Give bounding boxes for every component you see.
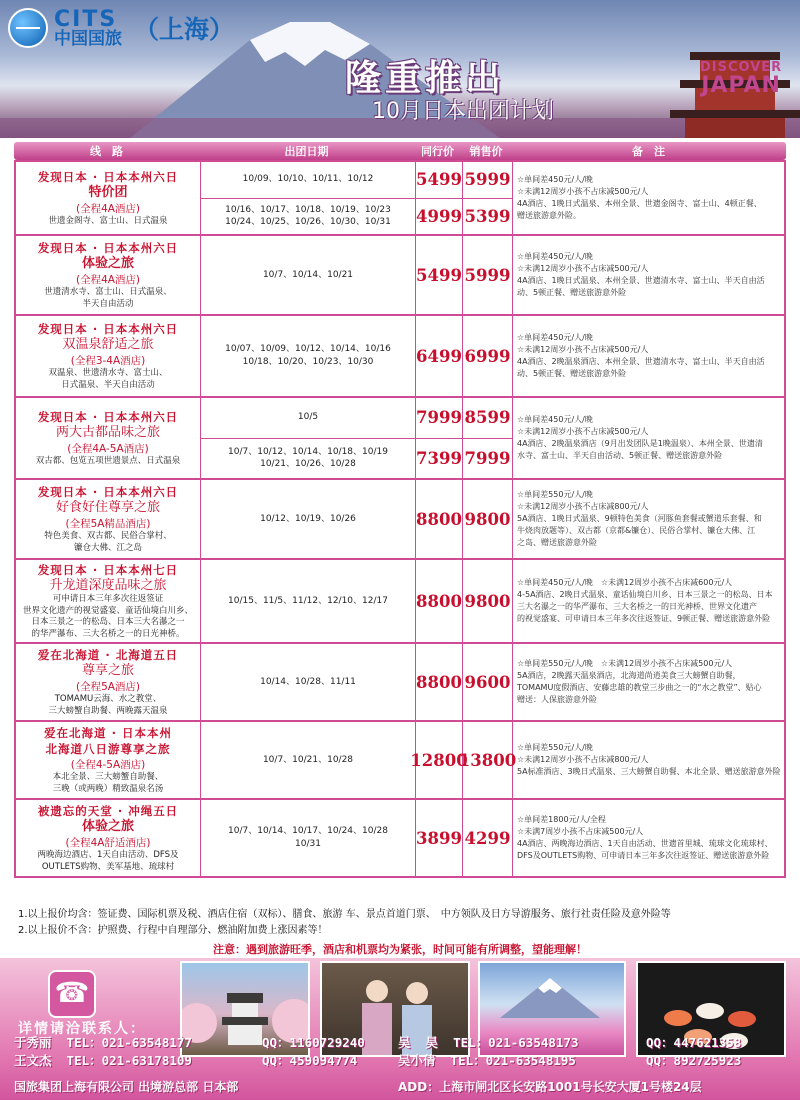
route-hotel: (全程4-5A酒店) — [70, 759, 146, 772]
note-line: ☆未满12周岁小孩不占床减800元/人 — [517, 502, 649, 511]
note-line: TOMAMU度假酒店、安藤忠雄的教堂三步曲之一的“水之教堂”、贴心 — [517, 683, 762, 692]
note-line: ☆单间差450元/人/晚 — [517, 415, 593, 424]
departure-dates: 10/7、10/14、10/21 — [201, 236, 416, 314]
departure-group — [201, 439, 513, 479]
route-hotel: (全程4A酒店) — [75, 202, 141, 215]
route-desc: 世遗金阁寺、富士山、日式温泉 — [48, 215, 168, 226]
departure-dates: 10/7、10/14、10/17、10/24、10/28 10/31 — [201, 800, 416, 876]
note-line: 动、5顿正餐、赠送旅游意外险 — [517, 288, 627, 297]
route-cell — [16, 480, 201, 558]
note-line: 三大名瀑之一的华严瀑布、三大名桥之一的日光神桥、世界文化遗产 — [517, 602, 757, 612]
date-price-group — [201, 316, 513, 396]
note-line: 赠送旅游意外险。 — [517, 211, 581, 220]
logo-en: CITS — [54, 7, 118, 32]
note-line: ☆未满12周岁小孩不占床减500元/人 — [517, 187, 649, 196]
note-line: 4A酒店、1晚日式温泉、本州全景、世遗金阁寺、富士山、4顿正餐、 — [517, 199, 762, 208]
footnote-excluded: 2.以上报价不含：护照费、行程中自理部分、燃油附加费上涨因素等！ — [18, 924, 328, 936]
note-line: ☆单间差550元/人/晚 — [517, 743, 593, 752]
note-line: DFS及OUTLETS购物、可申请日本三年多次往返签证、赠送旅游意外险 — [517, 851, 770, 860]
retail-price: 5999 — [463, 162, 513, 198]
discover-japan-logo: DISCOVER JAPAN — [700, 60, 783, 98]
contact-title: 详情请洽联系人： — [18, 1021, 146, 1037]
notes-cell — [513, 162, 788, 234]
note-line: 水寺、富士山、半天自由活动、5顿正餐、赠送旅游意外险 — [517, 451, 723, 460]
departure-dates: 10/09、10/10、10/11、10/12 — [201, 162, 416, 198]
departure-group — [201, 316, 513, 396]
departure-dates: 10/07、10/09、10/12、10/14、10/16 10/18、10/20、10/23、10/30 — [201, 316, 416, 396]
departure-group — [201, 560, 513, 642]
note-line: 4A酒店、2晚温泉酒店（9月出发团队是1晚温泉）、本州全景、世遗清 — [517, 439, 763, 448]
company-name: 国旅集团上海有限公司 出境游总部 日本部 — [14, 1080, 239, 1094]
route-desc: 可申请日本三年多次往返签证 世界文化遗产的视觉盛宴、童话仙境白川乡、 日本三景之一的松岛、日本三大名瀑之一 的华严瀑布、三大名桥之一的日光神桥。 — [22, 594, 193, 639]
phone-icon: ☎ — [48, 970, 96, 1018]
tour-row — [14, 722, 786, 800]
departure-group — [201, 199, 513, 235]
date-price-group — [201, 480, 513, 558]
route-line: 发现日本 · 日本本州六日 — [37, 409, 179, 424]
route-cell — [16, 644, 201, 720]
contact-tel: 吴 昊 TEL：021-63548173 — [398, 1035, 579, 1050]
route-desc: 特色美食、双古都、民俗合掌村、 镰仓大佛、江之岛 — [44, 531, 172, 553]
date-price-group — [201, 560, 513, 642]
note-line: 5A酒店、1晚日式温泉、9顿特色美食（河豚鱼套餐或蟹道乐套餐、和 — [517, 514, 762, 523]
company-address: ADD：上海市闸北区长安路1001号长安大厦1号楼24层 — [398, 1080, 702, 1094]
contact-tel: 于秀丽 TEL：021-63548177 — [14, 1035, 192, 1050]
header-route: 线 路 — [90, 145, 123, 158]
route-name: 特价团 — [88, 184, 128, 200]
departure-group — [201, 236, 513, 314]
contact-list — [14, 1034, 794, 1070]
note-line: ☆未满12周岁小孩不占床减500元/人 — [517, 264, 649, 273]
retail-price: 9600 — [463, 644, 513, 720]
route-desc: 双古都、包览五项世遗景点、日式温泉 — [35, 455, 181, 466]
notes-cell — [513, 236, 788, 314]
route-cell — [16, 800, 201, 876]
tour-row — [14, 644, 786, 722]
note-line: 牛烧肉放题等）、双古都（京都&镰仓）、民俗合掌村、镰仓大佛、江 — [517, 526, 756, 535]
cits-logo — [8, 8, 234, 49]
header-notes: 备 注 — [632, 145, 665, 158]
contact-tel: 吴小倩 TEL：021-63548195 — [398, 1053, 576, 1069]
trade-price: 7999 — [416, 398, 463, 438]
route-cell — [16, 162, 201, 234]
route-line: 被遗忘的天堂 · 冲绳五日 — [37, 803, 179, 818]
retail-price: 4299 — [463, 800, 513, 876]
departure-group — [201, 644, 513, 720]
departure-group — [201, 480, 513, 558]
header-trade-price: 同行价 — [421, 145, 454, 158]
route-hotel: (全程4A舒适酒店) — [65, 837, 151, 850]
tour-table — [14, 142, 786, 878]
trade-price: 12800 — [416, 722, 463, 798]
retail-price: 9800 — [463, 560, 513, 642]
departure-dates: 10/7、10/21、10/28 — [201, 722, 416, 798]
retail-price: 5999 — [463, 236, 513, 314]
trade-price: 7399 — [416, 439, 463, 479]
tour-row — [14, 480, 786, 560]
trade-price: 3899 — [416, 800, 463, 876]
departure-group — [201, 722, 517, 798]
note-line: ☆单间差1800元/人/全程 — [517, 815, 606, 824]
trade-price: 8800 — [416, 560, 463, 642]
notes-cell — [513, 316, 788, 396]
route-hotel: (全程4A-5A酒店) — [67, 442, 149, 455]
trade-price: 6499 — [416, 316, 463, 396]
tour-row — [14, 560, 786, 644]
departure-dates: 10/14、10/28、11/11 — [201, 644, 416, 720]
contact-row — [14, 1052, 794, 1070]
route-hotel: (全程5A精品酒店) — [65, 518, 151, 531]
route-line: 发现日本 · 日本本州六日 — [37, 169, 179, 184]
trade-price: 5499 — [416, 236, 463, 314]
departure-group — [201, 398, 513, 439]
route-name: 双温泉舒适之旅 — [62, 336, 154, 352]
tour-row — [14, 160, 786, 236]
route-line: 发现日本 · 日本本州六日 — [37, 240, 179, 255]
route-desc: TOMAMU云海、水之教堂、 三大螃蟹自助餐、两晚露天温泉 — [48, 694, 168, 716]
note-line: 4-5A酒店、2晚日式温泉、童话仙境白川乡、日本三景之一的松岛、日本 — [517, 590, 773, 600]
page-subtitle: 10月日本出团计划 — [372, 99, 554, 124]
route-name: 体验之旅 — [81, 818, 134, 834]
retail-price: 7999 — [463, 439, 513, 479]
tour-row — [14, 236, 786, 316]
note-line: 之岛、赠送旅游意外险 — [517, 538, 597, 547]
departure-dates: 10/16、10/17、10/18、10/19、10/23 10/24、10/25、10/26、10/30、10/31 — [201, 199, 416, 235]
route-cell — [16, 236, 201, 314]
globe-icon — [8, 8, 48, 48]
header-dates: 出团日期 — [284, 145, 329, 158]
note-line: 的视觉盛宴、可申请日本三年多次往返签证、9顿正餐、赠送旅游意外险 — [517, 614, 771, 624]
route-name: 两大古都品味之旅 — [55, 424, 160, 440]
promo-title: 隆重推出 — [345, 58, 506, 99]
contact-qq: QQ：447621358 — [646, 1035, 742, 1050]
route-line: 爱在北海道 · 北海道五日 — [37, 647, 179, 662]
logo-city: （上海） — [134, 15, 235, 45]
note-line: 动、5顿正餐、赠送旅游意外险 — [517, 369, 627, 378]
tour-row — [14, 316, 786, 398]
departure-dates: 10/5 — [201, 398, 416, 438]
note-line: ☆未满7周岁小孩不占床减500元/人 — [517, 827, 644, 836]
route-line: 发现日本 · 日本本州七日 — [37, 563, 179, 577]
retail-price: 6999 — [463, 316, 513, 396]
note-line: ☆单间差550元/人/晚 — [517, 490, 593, 499]
price-footnotes — [18, 907, 671, 938]
departure-group — [201, 162, 513, 199]
note-line: 4A酒店、2晚温泉酒店、本州全景、世遗清水寺、富士山、半天自由活 — [517, 357, 765, 366]
notes-cell — [513, 398, 788, 478]
route-cell — [16, 722, 201, 798]
table-header — [14, 142, 786, 160]
retail-price: 8599 — [463, 398, 513, 438]
notes-cell — [513, 480, 788, 558]
contact-tel: 王文杰 TEL：021-63178109 — [14, 1053, 192, 1069]
tour-row — [14, 398, 786, 480]
route-hotel: (全程4A酒店) — [75, 274, 141, 287]
attention-note: 注意：遇到旅游旺季，酒店和机票均为紧张，时间可能有所调整，望能理解！ — [213, 943, 587, 956]
date-price-group — [201, 800, 513, 876]
departure-dates: 10/15、11/5、11/12、12/10、12/17 — [201, 560, 416, 642]
contact-row — [14, 1034, 794, 1052]
note-line: ☆未满12周岁小孩不占床减500元/人 — [517, 427, 649, 436]
header-banner — [0, 0, 800, 138]
date-price-group — [201, 162, 513, 234]
trade-price: 5499 — [416, 162, 463, 198]
route-desc: 双温泉、世遗清水寺、富士山、 日式温泉、半天自由活动 — [48, 368, 168, 390]
note-line: 5A酒店，2晚露天温泉酒店，北海道尚逍美食三大螃蟹自助餐， — [517, 671, 741, 680]
route-cell — [16, 560, 201, 642]
header-retail-price: 销售价 — [469, 145, 503, 158]
note-line: 4A酒店、两晚海边酒店、1天自由活动、世遗首里城、琉球文化琉球村、 — [517, 839, 773, 848]
route-line: 爱在北海道 · 日本本州 北海道八日游尊享之旅 — [44, 726, 172, 757]
contact-qq: QQ：459094774 — [262, 1053, 358, 1069]
note-line: 5A标准酒店、3晚日式温泉、三大螃蟹自助餐、本北全景、赠送旅游意外险 — [517, 767, 781, 776]
date-price-group — [201, 722, 517, 798]
departure-group — [201, 800, 513, 876]
date-price-group — [201, 398, 513, 478]
notes-cell — [513, 722, 788, 798]
note-line: ☆未满12周岁小孩不占床减800元/人 — [517, 755, 649, 764]
route-line: 发现日本 · 日本本州六日 — [37, 484, 179, 499]
route-line: 发现日本 · 日本本州六日 — [37, 321, 179, 336]
retail-price: 9800 — [463, 480, 513, 558]
trade-price: 4999 — [416, 199, 463, 235]
trade-price: 8800 — [416, 644, 463, 720]
departure-dates: 10/7、10/12、10/14、10/18、10/19 10/21、10/26、10/28 — [201, 439, 416, 479]
route-hotel: (全程5A酒店) — [75, 681, 141, 694]
date-price-group — [201, 644, 513, 720]
route-desc: 本北全景、三大螃蟹自助餐、 三晚（或两晚）精致温泉名汤 — [52, 772, 164, 794]
contact-qq: QQ：1160729240 — [262, 1035, 365, 1050]
tour-row — [14, 800, 786, 878]
note-line: ☆单间差450元/人/晚 — [517, 175, 593, 184]
note-line: ☆单间差450元/人/晚 ☆未满12周岁小孩不占床减600元/人 — [517, 578, 733, 588]
note-line: 4A酒店、1晚日式温泉、本州全景、世遗清水寺、富士山、半天自由活 — [517, 276, 765, 285]
trade-price: 8800 — [416, 480, 463, 558]
notes-cell — [513, 560, 788, 642]
retail-price: 5399 — [463, 199, 513, 235]
note-line: ☆单间差450元/人/晚 — [517, 333, 593, 342]
logo-cn: 中国国旅 — [54, 29, 122, 50]
notes-cell — [513, 800, 788, 876]
route-name: 尊享之旅 — [81, 662, 134, 678]
note-line: ☆单间差450元/人/晚 — [517, 252, 593, 261]
route-cell — [16, 398, 201, 478]
route-desc: 两晚海边酒店、1天自由活动、DFS及 OUTLETS购物、美军基地、琉球村 — [37, 850, 179, 872]
note-line: ☆未满12周岁小孩不占床减500元/人 — [517, 345, 649, 354]
note-line: ☆单间差550元/人/晚 ☆未满12周岁小孩不占床减500元/人 — [517, 659, 733, 668]
route-desc: 世遗清水寺、富士山、日式温泉、 半天自由活动 — [44, 287, 172, 309]
footnote-included: 1.以上报价均含：签证费、国际机票及税、酒店住宿（双标）、膳食、旅游 车、景点首道门票、 中方领队及日方导游服务、旅行社责任险及意外险等 — [18, 909, 671, 920]
route-hotel: (全程3-4A酒店) — [70, 355, 146, 368]
route-name: 体验之旅 — [81, 255, 134, 271]
route-cell — [16, 316, 201, 396]
route-name: 升龙道深度品味之旅 — [49, 578, 167, 593]
contact-qq: QQ：892725923 — [646, 1053, 742, 1069]
note-line: 赠送：人保旅游意外险 — [517, 695, 597, 704]
date-price-group — [201, 236, 513, 314]
notes-cell — [513, 644, 788, 720]
departure-dates: 10/12、10/19、10/26 — [201, 480, 416, 558]
route-name: 好食好住尊享之旅 — [55, 499, 160, 515]
retail-price: 13800 — [463, 722, 513, 798]
